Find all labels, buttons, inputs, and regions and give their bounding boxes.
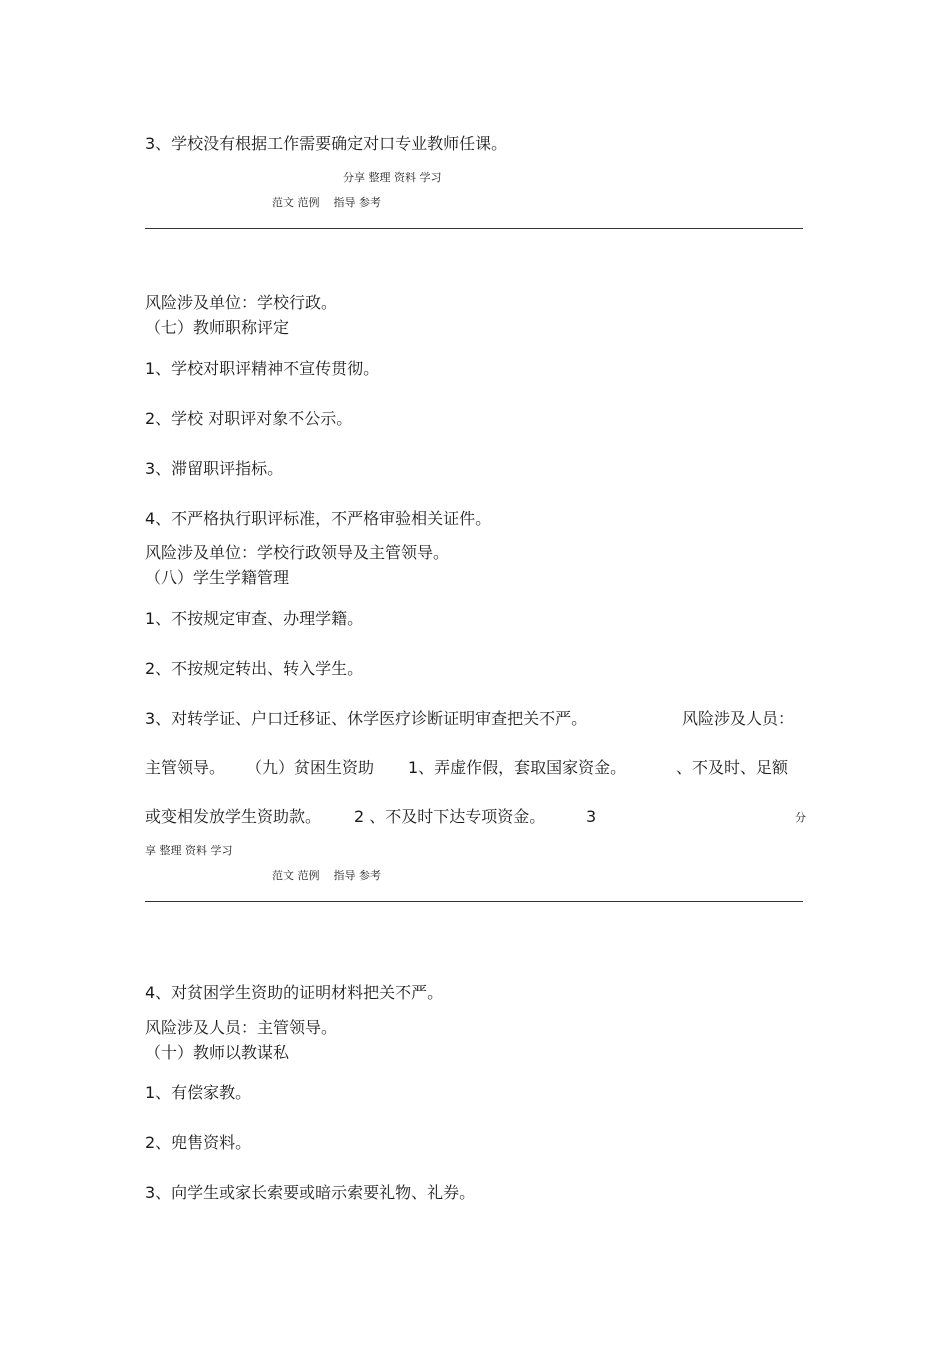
list-item: 2、不按规定转出、转入学生。 (145, 659, 364, 678)
list-item: 3、滞留职评指标。 (145, 459, 284, 478)
list-item: 2、兜售资料。 (145, 1133, 252, 1152)
page-footer-text: 范文 范例 指导 参考 (272, 869, 381, 882)
section-heading: （八）学生学籍管理 (145, 568, 290, 587)
risk-person-text: 风险涉及人员： (682, 709, 795, 728)
risk-person-text: 风险涉及人员：主管领导。 (145, 1018, 338, 1037)
risk-unit-text: 风险涉及单位：学校行政。 (145, 293, 338, 312)
page-divider (145, 901, 803, 902)
list-item: 3、向学生或家长索要或暗示索要礼物、礼券。 (145, 1183, 476, 1202)
list-item: 2、学校 对职评对象不公示。 (145, 409, 353, 428)
page-divider (145, 228, 803, 229)
risk-unit-text: 风险涉及单位：学校行政领导及主管领导。 (145, 543, 450, 562)
page-footer-text: 享 整理 资料 学习 (145, 844, 233, 857)
list-item: 1、学校对职评精神不宣传贯彻。 (145, 359, 380, 378)
page-footer-text: 分 (795, 811, 806, 824)
section-heading: （九）贫困生资助 (246, 758, 375, 777)
paragraph-fragment: 、不及时、足额 (676, 758, 789, 777)
list-item: 3 (586, 807, 597, 826)
page-footer-text: 范文 范例 指导 参考 (272, 196, 381, 209)
list-item: 4、对贫困学生资助的证明材料把关不严。 (145, 983, 444, 1002)
list-item: 4、不严格执行职评标准，不严格审验相关证件。 (145, 509, 492, 528)
list-item: 1、有偿家教。 (145, 1083, 252, 1102)
section-heading: （七）教师职称评定 (145, 318, 290, 337)
list-item: 1、弄虚作假，套取国家资金。 (408, 758, 627, 777)
paragraph-fragment: 或变相发放学生资助款。 (145, 807, 322, 826)
list-item: 1、不按规定审查、办理学籍。 (145, 609, 364, 628)
list-item: 3、学校没有根据工作需要确定对口专业教师任课。 (145, 134, 508, 153)
list-item: 3、对转学证、户口迁移证、休学医疗诊断证明审查把关不严。 (145, 709, 588, 728)
section-heading: （十）教师以教谋私 (145, 1043, 290, 1062)
list-item: 2 、不及时下达专项资金。 (354, 807, 546, 826)
paragraph-fragment: 主管领导。 (145, 758, 226, 777)
page-footer-text: 分享 整理 资料 学习 (343, 171, 442, 184)
